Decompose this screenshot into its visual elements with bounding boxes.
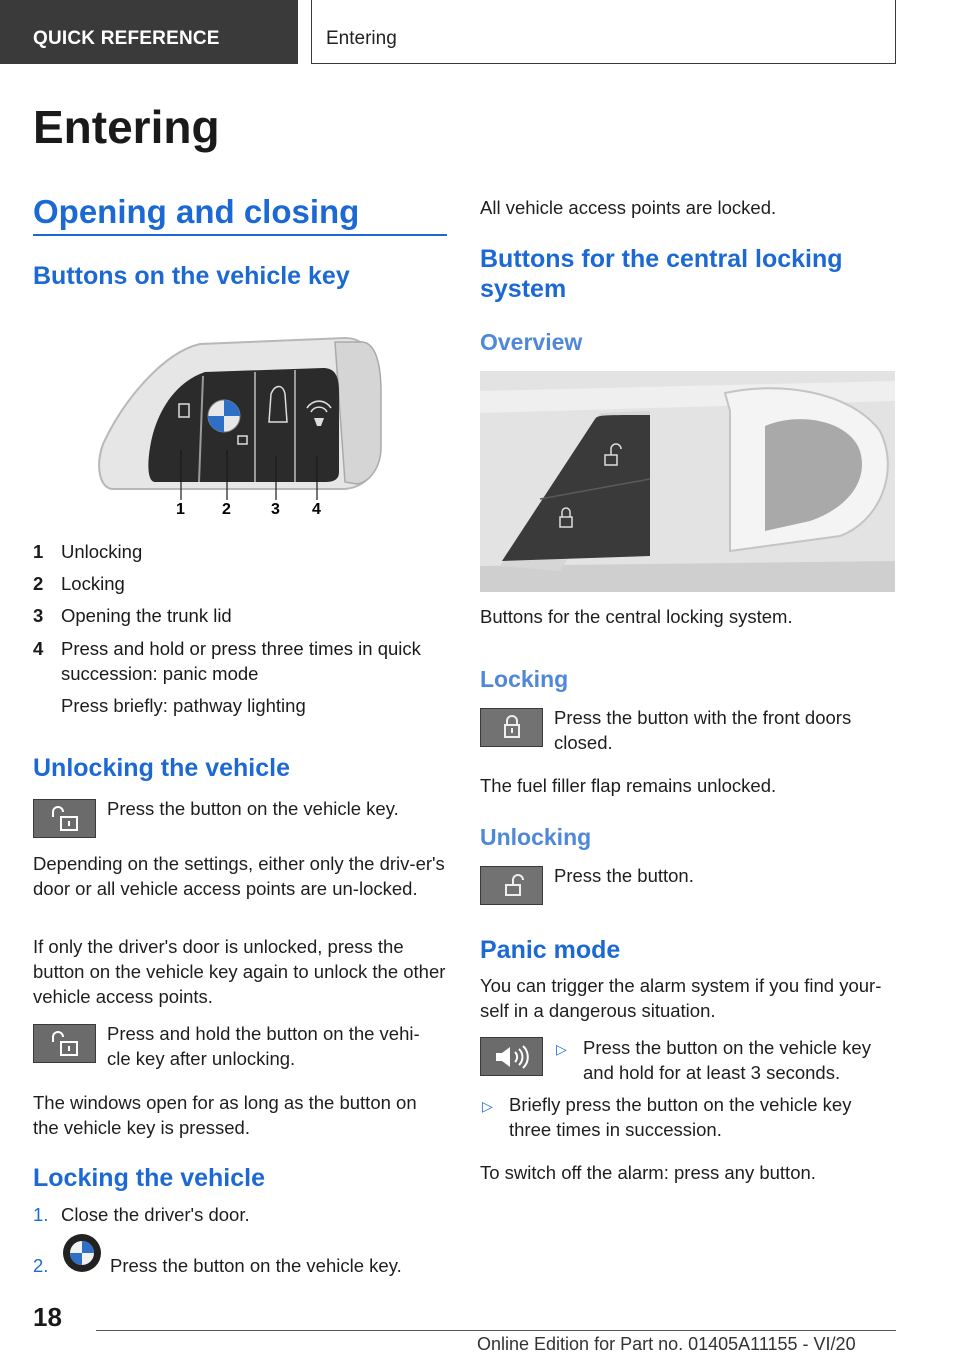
heading-unlocking: Unlocking bbox=[480, 824, 592, 850]
unlock-icon bbox=[45, 805, 85, 833]
unlock-button-icon bbox=[480, 866, 543, 905]
list-item-number: 4 bbox=[33, 638, 44, 659]
footer-edition: Online Edition for Part no. 01405A11155 - VI/20 bbox=[477, 1334, 856, 1354]
lock-button-icon bbox=[480, 708, 543, 747]
list-item-number: 2 bbox=[33, 573, 44, 594]
panic-bullet: Briefly press the button on the vehicle key three times in succession. bbox=[509, 1094, 852, 1140]
overview-caption: Buttons for the central locking system. bbox=[480, 606, 793, 627]
list-item-text: Locking bbox=[61, 573, 125, 594]
header-chapter-tab bbox=[311, 0, 896, 64]
panic-off-note: To switch off the alarm: press any button. bbox=[480, 1162, 816, 1183]
unlock-button-icon bbox=[33, 1024, 96, 1063]
step-text: Press the button on the vehicle key. bbox=[110, 1255, 402, 1276]
list-item-number: 1 bbox=[33, 541, 44, 562]
bullet-triangle-icon: ▷ bbox=[482, 1098, 493, 1114]
unlock-icon bbox=[494, 872, 530, 900]
heading-opening-closing: Opening and closing bbox=[33, 193, 360, 230]
header-chapter-label: Entering bbox=[326, 28, 397, 49]
unlock-instruction: Press the button on the vehicle key. bbox=[107, 798, 399, 819]
page-number: 18 bbox=[33, 1302, 62, 1332]
central-locking-photo bbox=[480, 371, 895, 592]
speaker-icon bbox=[490, 1043, 534, 1071]
list-item-number: 3 bbox=[33, 605, 44, 626]
callout-3: 3 bbox=[271, 501, 280, 518]
list-item bbox=[33, 603, 232, 628]
list-item bbox=[33, 571, 125, 596]
unlock-paragraph-settings: Depending on the settings, either only the driv-er's door or all vehicle access points are un-locked. bbox=[33, 853, 445, 899]
heading-locking-vehicle: Locking the vehicle bbox=[33, 1164, 266, 1192]
heading-locking: Locking bbox=[480, 666, 569, 692]
heading-buttons-on-key: Buttons on the vehicle key bbox=[33, 262, 350, 290]
callout-1: 1 bbox=[176, 501, 185, 518]
list-item bbox=[33, 636, 421, 684]
step-text: Close the driver's door. bbox=[61, 1204, 250, 1225]
unlock-paragraph-driver-door: If only the driver's door is unlocked, press the button on the vehicle key again to unlock the other vehicle access points. bbox=[33, 936, 446, 1007]
header-section-tab bbox=[0, 0, 298, 64]
callout-2: 2 bbox=[222, 501, 231, 518]
fuel-flap-note: The fuel filler flap remains unlocked. bbox=[480, 775, 777, 796]
unlock-icon bbox=[45, 1030, 85, 1058]
callout-4: 4 bbox=[312, 501, 321, 518]
unlock-button-icon bbox=[33, 799, 96, 838]
list-item-text: Press and hold or press three times in quick succession: panic mode bbox=[61, 638, 421, 684]
heading-panic-mode: Panic mode bbox=[480, 936, 621, 964]
step-number: 1. bbox=[33, 1204, 49, 1225]
heading-overview: Overview bbox=[480, 329, 583, 355]
all-locked-text: All vehicle access points are locked. bbox=[480, 197, 777, 218]
panic-intro: You can trigger the alarm system if you find your-self in a dangerous situation. bbox=[480, 975, 882, 1021]
bmw-logo-icon bbox=[62, 1233, 102, 1273]
unlock-hold-instruction: Press and hold the button on the vehi-cle key after unlocking. bbox=[107, 1023, 420, 1069]
heading-central-locking: Buttons for the central locking system bbox=[480, 245, 843, 303]
list-item-text: Opening the trunk lid bbox=[61, 605, 232, 626]
unlocking-instruction: Press the button. bbox=[554, 865, 694, 886]
header-section-label: QUICK REFERENCE bbox=[33, 28, 220, 49]
heading-unlocking-vehicle: Unlocking the vehicle bbox=[33, 754, 291, 782]
bullet-triangle-icon: ▷ bbox=[556, 1041, 567, 1057]
heading-rule bbox=[33, 234, 447, 236]
vehicle-key-illustration bbox=[95, 332, 395, 522]
panic-button-icon bbox=[480, 1037, 543, 1076]
locking-instruction: Press the button with the front doors closed. bbox=[554, 707, 852, 753]
step-number: 2. bbox=[33, 1255, 49, 1276]
list-item-text: Unlocking bbox=[61, 541, 143, 562]
page-title: Entering bbox=[33, 101, 220, 153]
windows-open-paragraph: The windows open for as long as the button on the vehicle key is pressed. bbox=[33, 1092, 417, 1138]
lock-icon bbox=[494, 714, 530, 742]
pathway-lighting-note: Press briefly: pathway lighting bbox=[61, 695, 306, 716]
list-item bbox=[33, 539, 143, 564]
footer-rule bbox=[96, 1330, 896, 1331]
panic-bullet: Press the button on the vehicle key and hold for at least 3 seconds. bbox=[583, 1037, 871, 1083]
